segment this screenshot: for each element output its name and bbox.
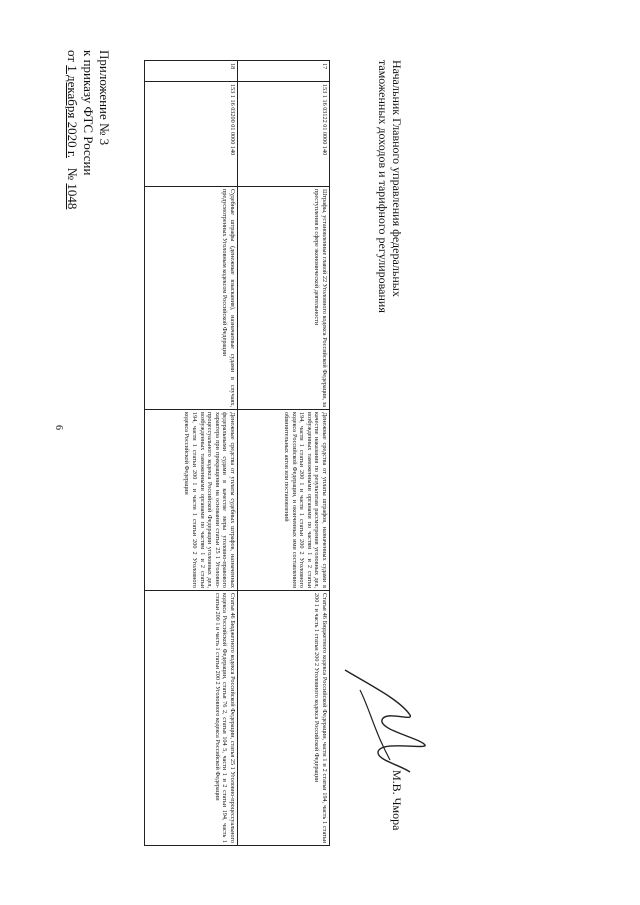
handwritten-signature (330, 660, 440, 780)
revenue-codes-table (144, 60, 330, 846)
revenue-description: Денежные средства от уплаты судебных штрафов, назначенных федеральными судами в качестве меры уголовно-правового характера при прекращении на основании статьи 25 1 Уголовно-процессуального кодекса Российской Федерации уголовных дел, возбужденных таможенными органами по частям 1 и 2 статьи 194, части 1 статьи 200 1 и части 1 статьи 200 2 Уголовного кодекса Российской Федерации (145, 410, 238, 591)
order-number: 1048 (65, 183, 80, 210)
row-number: 17 (238, 61, 330, 82)
appendix-title: Приложение № 3 (97, 50, 112, 146)
position-line-2: таможенных доходов и тарифного регулирования (376, 60, 390, 313)
table-row (238, 61, 330, 846)
legal-basis: Статья 46 Бюджетного кодекса Российской Федерации, части 1 и 2 статьи 194, часть 1 статьи 200 1 и часть 1 статьи 200 2 Уголовного кодекса Российской Федерации (238, 591, 330, 846)
number-prefix: № (65, 167, 80, 181)
revenue-name: Штрафы, установленные главой 22 Уголовного кодекса Российской Федерации, за преступления в сфере экономической деятельности (238, 187, 330, 410)
revenue-name: Судебные штрафы (денежные взыскания), назначаемые судами в случаях, предусмотренных Уголовным кодексом Российской Федерации (145, 187, 238, 410)
kbk-code: 153 1 16 03200 01 0000 140 (145, 82, 238, 187)
appendix-header (64, 50, 112, 310)
date-prefix: от (65, 50, 80, 63)
revenue-description: Денежные средства от уплаты штрафов, назначенных судами в качестве наказания по результатам рассмотрения уголовных дел, возбужденных таможенными органами по частям 1 и 2 статьи 194, части 1 статьи 200 1 и части 1 статьи 200 2 Уголовного кодекса Российской Федерации, и оконченных ими составлением обвинительных актов или постановлений (238, 410, 330, 591)
legal-basis: Статья 46 Бюджетного кодекса Российской Федерации, статья 25 1 Уголовно-процессуального кодекса Российской Федерации, статья 76 2, статья 104 5, части 1 и 2 статьи 194, часть 1 статьи 200 1 и часть 1 статьи 200 2 Уголовного кодекса Российской Федерации (145, 591, 238, 846)
kbk-code: 153 1 16 03122 01 0000 140 (238, 82, 330, 187)
position-line-1: Начальник Главного управления федеральных (390, 60, 404, 297)
signatory-name: М.В. Чмора (390, 770, 404, 831)
page-number: 6 (53, 425, 64, 430)
order-date: 1 декабря 2020 г. (65, 65, 80, 158)
row-number: 18 (145, 61, 238, 82)
signatory-position (376, 60, 404, 500)
table-row (145, 61, 238, 846)
appendix-date-line (64, 50, 80, 310)
appendix-order-ref: к приказу ФТС России (81, 50, 96, 176)
